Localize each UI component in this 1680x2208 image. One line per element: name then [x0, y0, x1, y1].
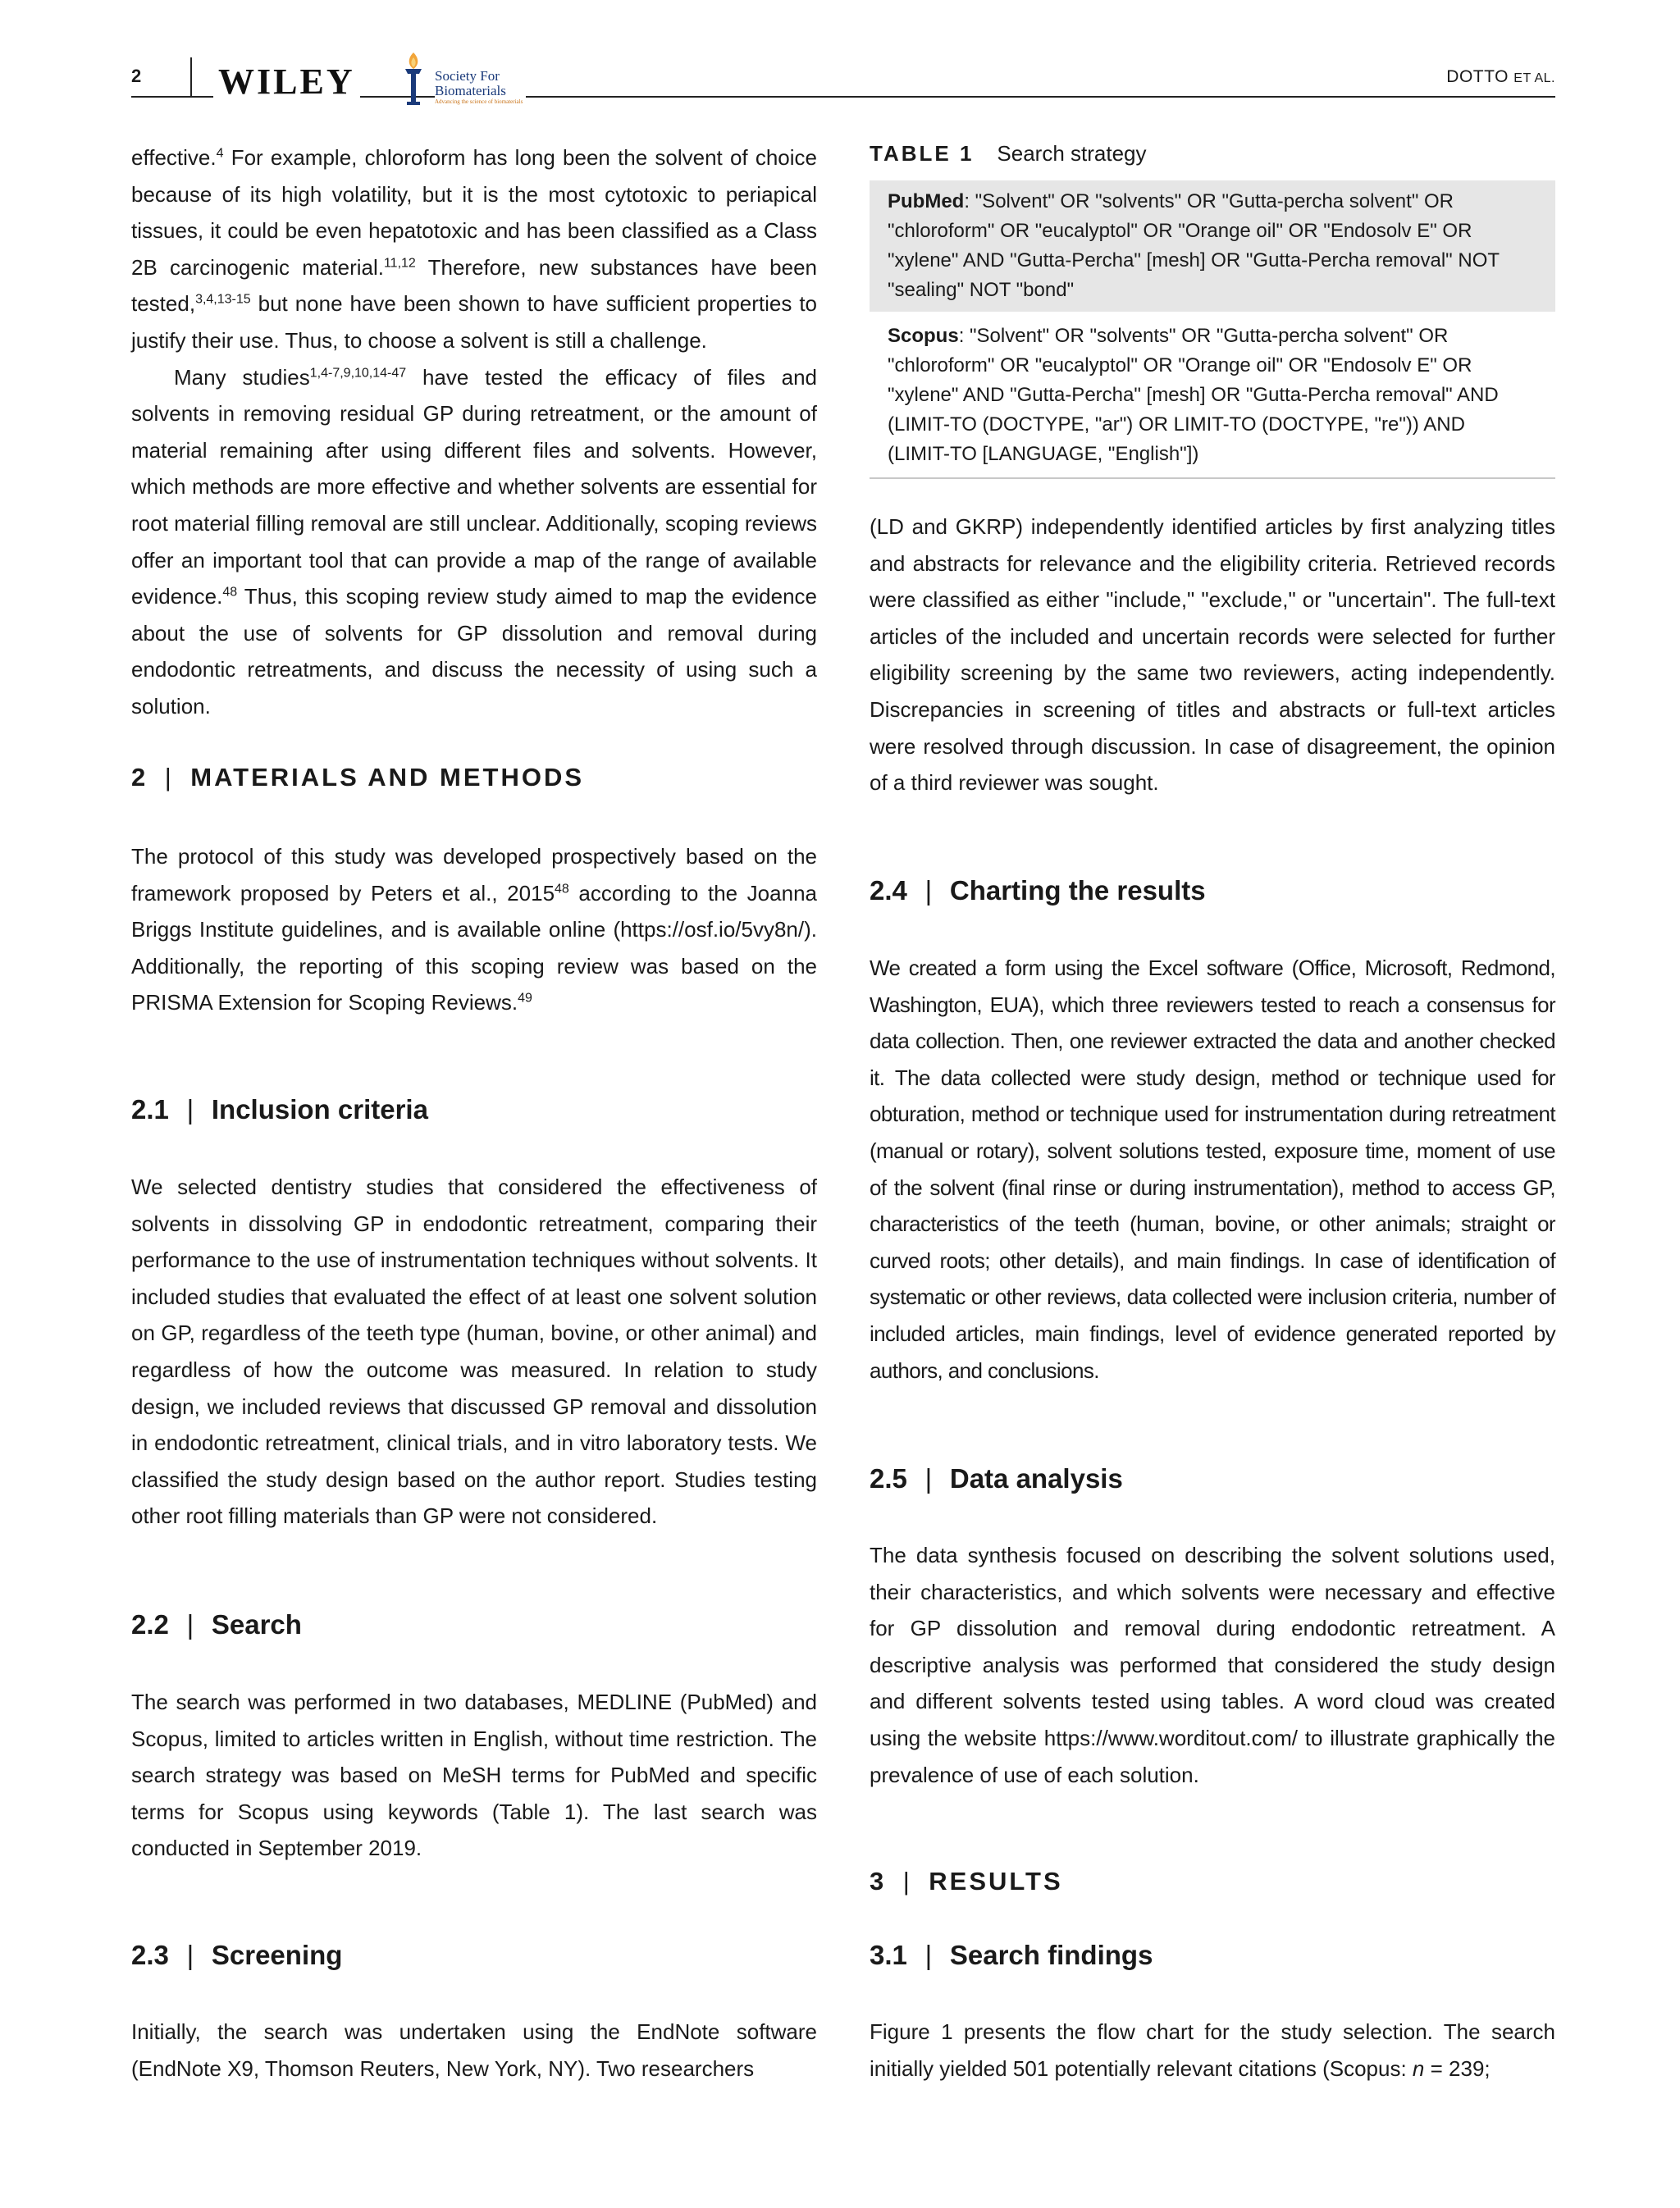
page-header [131, 51, 1555, 108]
section-heading-results: 3 | RESULTS [870, 1867, 1063, 1896]
table-row-scopus: Scopus: "Solvent" OR "solvents" OR "Gutta-percha solvent" OR "chloroform" OR "eucalyptol" OR "Orange oil" OR "Endosolv E" OR "xylene" AND "Gutta-Percha" [mesh] OR "Gutta-Percha removal" AND (LIMIT-TO (DOCTYPE, "ar") OR LIMIT-TO (DOCTYPE, "re")) AND (LIMIT-TO [LANGUAGE, "English"]) [888, 325, 1499, 465]
subsection-heading-search: 2.2 | Search [131, 1609, 302, 1640]
intro-continued [131, 139, 817, 725]
charting-paragraph: We created a form using the Excel software (Office, Microsoft, Redmond, Washington, EUA), which three reviewers tested to reach a consensus for data collection. Then, one reviewer extracted the data and another checked it. The data collected were study design, method or technique used for obturation, method or technique used for instrumentation during retreatment (manual or rotary), solvent solutions tested, exposure time, moment of use of the solvent (final rinse or during instrumentation), method to access GP, characteristics of the teeth (human, bovine, or other animals; straight or curved roots; other details), and main findings. In case of identification of systematic or other reviews, data collected were inclusion criteria, number of included articles, main findings, level of evidence generated reported by authors, and conclusions. [870, 956, 1555, 1383]
screening-paragraph: Initially, the search was undertaken using the EndNote software (EndNote X9, Thomson Reuters, New York, NY). Two researchers [131, 2019, 817, 2081]
table-row-pubmed: PubMed: "Solvent" OR "solvents" OR "Gutta-percha solvent" OR "chloroform" OR "eucalyptol" OR "Orange oil" OR "Endosolv E" OR "xylene" AND "Gutta-Percha" [mesh] OR "Gutta-Percha removal" NOT "sealing" NOT "bond" [870, 180, 1555, 312]
running-head-author: DOTTO [1446, 67, 1509, 86]
subsection-heading-analysis: 2.5 | Data analysis [870, 1463, 1123, 1494]
methods-paragraph: The protocol of this study was developed prospectively based on the framework proposed by Peters et al., 2015$^{48}$ according to the Joanna Briggs Institute guidelines, and is available online (https://osf.io/5vy8n/). Additionally, the reporting of this scoping review was based on the PRISMA Extension for Scoping Reviews.$^{49}$ [131, 844, 817, 1015]
search-findings-paragraph: Figure 1 presents the flow chart for the study selection. The search initially yielded 501 potentially relevant citations (Scopus: n = 239; [870, 2019, 1555, 2081]
subsection-heading-search-findings: 3.1 | Search findings [870, 1940, 1153, 1970]
running-head-suffix: ET AL. [1513, 71, 1555, 85]
subsection-heading-charting: 2.4 | Charting the results [870, 875, 1206, 906]
page-number: 2 [131, 66, 142, 86]
search-paragraph: The search was performed in two databases, MEDLINE (PubMed) and Scopus, limited to articles written in English, without time restriction. The search strategy was based on MeSH terms for PubMed and specific terms for Scopus using keywords (Table 1). The last search was conducted in September 2019. [131, 1690, 817, 1861]
running-head [1446, 67, 1555, 87]
inclusion-paragraph: We selected dentistry studies that considered the effectiveness of solvents in dissolving GP in endodontic retreatment, comparing their performance to the use of instrumentation techniques without solvents. It included studies that evaluated the effect of at least one solvent solution on GP, regardless of the teeth type (human, bovine, or other animal) and regardless of how the outcome was measured. In relation to study design, we included reviews that discussed GP removal and dissolution in endodontic retreatment, clinical trials, and in vitro laboratory tests. We classified the study design based on the author report. Studies testing other root filling materials than GP were not considered. [131, 1175, 817, 1529]
table-1 [870, 180, 1555, 479]
torch-icon [392, 51, 435, 108]
society-tagline: Advancing the science of biomaterials [435, 98, 523, 105]
wiley-logo: WILEY [213, 64, 360, 100]
subsection-heading-inclusion: 2.1 | Inclusion criteria [131, 1094, 428, 1125]
section-heading-methods: 2 | MATERIALS AND METHODS [131, 763, 585, 792]
intro-paragraph-1: effective.$^4$ For example, chloroform has long been the solvent of choice because of its high volatility, but it is the most cytotoxic to periapical tissues, it could be even hepatotoxic and has been classified as a Class 2B carcinogenic material.$^{11,12}$ Therefore, new substances have been tested,$^{3,4,13-15}$ but none have been shown to have sufficient properties to justify their use. Thus, to choose a solvent is still a challenge. [131, 145, 817, 353]
analysis-paragraph: The data synthesis focused on describing the solvent solutions used, their characteristics, and which solvents were necessary and effective for GP dissolution and removal during endodontic retreatment. A descriptive analysis was performed that considered the study design and different solvents tested using tables. A word cloud was created using the website https://www.worditout.com/ to illustrate graphically the prevalence of use of each solution. [870, 1543, 1555, 1787]
society-name-1: Society For [435, 68, 500, 84]
header-divider [190, 57, 192, 97]
intro-paragraph-2: Many studies$^{1,4-7,9,10,14-47}$ have tested the efficacy of files and solvents in removing residual GP during retreatment, or the amount of material remaining after using different files and solvents. However, which methods are more effective and whether solvents are essential for root material filling removal are still unclear. Additionally, scoping reviews offer an important tool that can provide a map of the range of available evidence.$^{48}$ Thus, this scoping review study aimed to map the evidence about the use of solvents for GP dissolution and removal during endodontic retreatments, and discuss the necessity of using such a solution. [131, 364, 817, 719]
screening-continued-paragraph: (LD and GKRP) independently identified articles by first analyzing titles and abstracts for relevance and the eligibility criteria. Retrieved records were classified as either "include," "exclude," or "uncertain". The full-text articles of the included and uncertain records were selected for further eligibility screening by the same two reviewers, acting independently. Discrepancies in screening of titles and abstracts or full-text articles were resolved through discussion. In case of disagreement, the opinion of a third reviewer was sought. [870, 514, 1555, 796]
subsection-heading-screening: 2.3 | Screening [131, 1940, 343, 1970]
society-name-2: Biomaterials [435, 83, 506, 98]
table-caption: TABLE 1 Search strategy [870, 141, 1147, 166]
society-logo-text [435, 69, 526, 105]
table-bottom-rule [870, 477, 1555, 479]
